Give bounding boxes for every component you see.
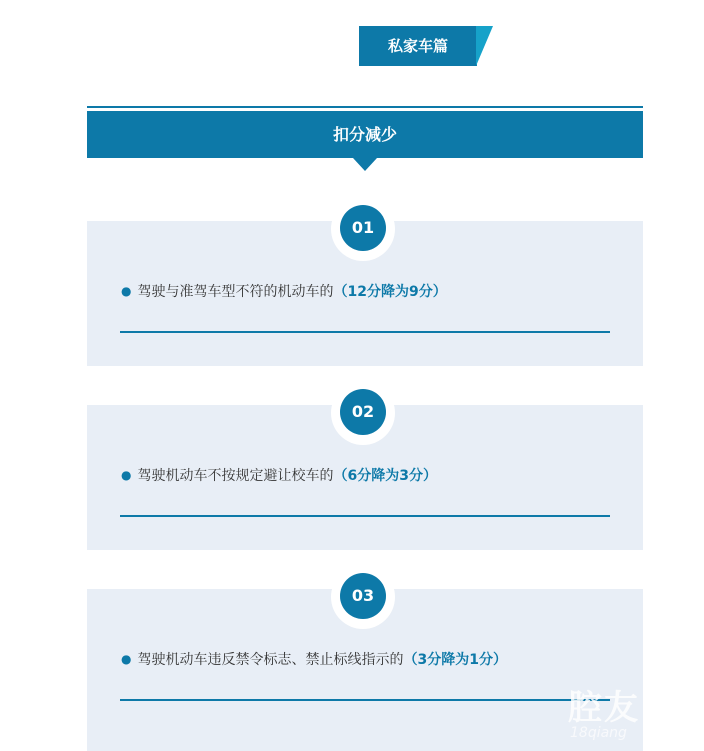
rule-text [121, 281, 611, 301]
rule-card-2 [87, 402, 643, 550]
badge-ring [331, 381, 395, 445]
number-badge: 03 [340, 573, 386, 619]
watermark-logo: 腔友 [568, 688, 640, 728]
rule-description: 驾驶机动车违反禁令标志、禁止标线指示的 [137, 652, 404, 668]
rule-card-3 [87, 586, 643, 751]
watermark-subtext: 18qiang [570, 725, 627, 741]
card-divider [120, 515, 610, 517]
banner-arrow-icon [353, 158, 377, 171]
rule-text [121, 649, 611, 669]
rule-card-1 [87, 218, 643, 366]
rule-points-change: （12分降为9分） [333, 284, 447, 300]
rule-text [121, 465, 611, 485]
category-tag: 私家车篇 [359, 26, 477, 66]
rule-points-change: （3分降为1分） [403, 652, 507, 668]
badge-ring [331, 565, 395, 629]
rule-points-change: （6分降为3分） [333, 468, 437, 484]
card-divider [120, 699, 610, 701]
section-banner: 扣分减少 [87, 111, 643, 158]
banner-top-rule [87, 106, 643, 108]
number-badge: 02 [340, 389, 386, 435]
number-badge: 01 [340, 205, 386, 251]
rule-description: 驾驶与准驾车型不符的机动车的 [137, 284, 334, 300]
rule-description: 驾驶机动车不按规定避让校车的 [137, 468, 334, 484]
bullet-icon: ● [121, 652, 132, 666]
badge-ring [331, 197, 395, 261]
bullet-icon: ● [121, 468, 132, 482]
category-tag-tail [476, 26, 493, 66]
bullet-icon: ● [121, 284, 132, 298]
card-divider [120, 331, 610, 333]
